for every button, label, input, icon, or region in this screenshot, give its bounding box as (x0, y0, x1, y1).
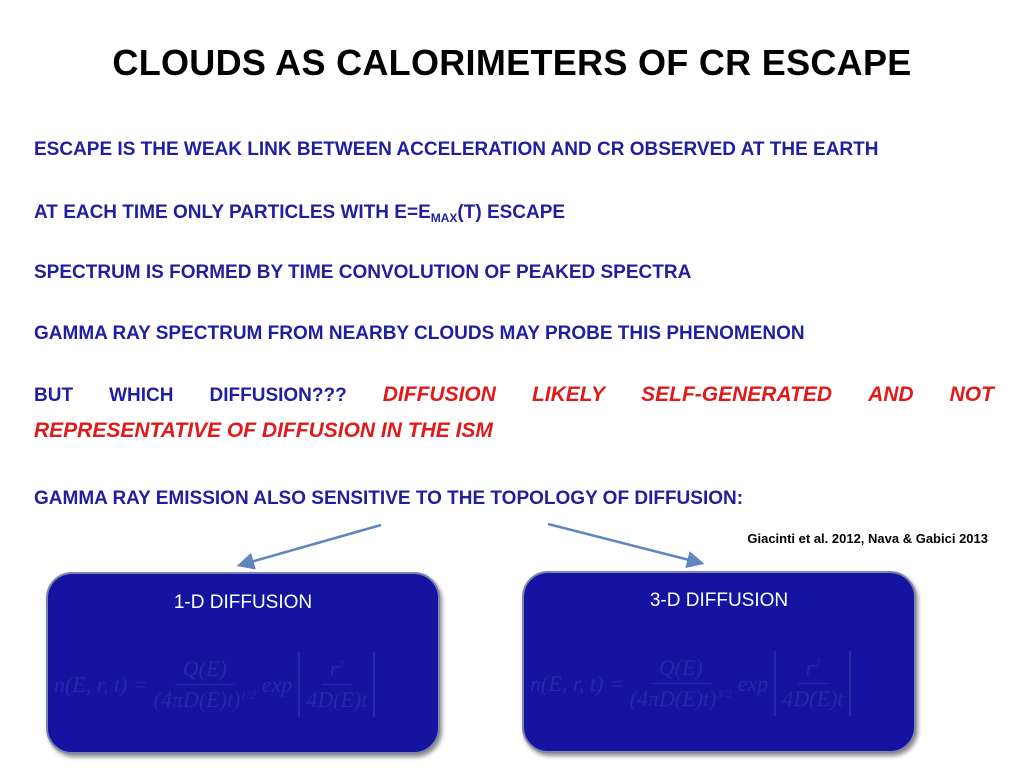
inner-numerator-power: 2 (814, 655, 821, 670)
formula-1d (54, 652, 375, 717)
bullet-emax-tail: (T) ESCAPE (457, 202, 566, 223)
bullet-escape-weak-link: ESCAPE IS THE WEAK LINK BETWEEN ACCELERATION AND CR OBSERVED AT THE EARTH (34, 139, 879, 160)
numerator: Q(E) (651, 655, 711, 684)
bracket (298, 652, 375, 717)
emax-subscript: MAX (430, 211, 458, 225)
fraction (630, 655, 732, 712)
word: BUT (34, 385, 74, 406)
exp-function: exp (737, 670, 769, 696)
slide-title: CLOUDS AS CALORIMETERS OF CR ESCAPE (112, 42, 912, 83)
bullet-gamma-ray-probe: GAMMA RAY SPECTRUM FROM NEARBY CLOUDS MAY PROBE THIS PHENOMENON (34, 323, 805, 344)
formula-lhs: n(E, r, t) = (530, 670, 624, 696)
exp-function: exp (261, 671, 293, 697)
box-label-1d: 1-D DIFFUSION (173, 592, 313, 613)
reference-citation: Giacinti et al. 2012, Nava & Gabici 2013 (747, 531, 988, 546)
one-d-diffusion-box (46, 572, 440, 754)
left-arrow (240, 525, 381, 565)
inner-numerator (798, 655, 829, 684)
box-label-3d: 3-D DIFFUSION (649, 590, 789, 611)
inner-numerator-base: r (329, 656, 339, 681)
denominator (154, 685, 256, 713)
denominator-base: (4πD(E)t) (153, 687, 241, 712)
three-d-diffusion-box (522, 571, 916, 753)
red-word: AND (868, 383, 914, 406)
bullet-topology-of-diffusion: GAMMA RAY EMISSION ALSO SENSITIVE TO THE TOPOLOGY OF DIFFUSION: (34, 488, 744, 509)
inner-denominator: 4D(E)t (782, 686, 844, 711)
bracket (774, 651, 851, 716)
red-word: NOT (949, 383, 994, 406)
fraction (154, 656, 256, 713)
word: WHICH (109, 385, 174, 406)
numerator: Q(E) (175, 656, 235, 685)
inner-fraction (306, 656, 367, 713)
exponent: 3/2 (716, 686, 732, 701)
red-word: SELF-GENERATED (641, 383, 833, 406)
inner-fraction (782, 655, 843, 712)
red-word: LIKELY (531, 383, 606, 406)
bullet-ism-continuation: REPRESENTATIVE OF DIFFUSION IN THE ISM (34, 419, 493, 442)
formula-3d (530, 651, 851, 716)
inner-denominator: 4D(E)t (306, 687, 368, 712)
bullet-spectrum-convolution: SPECTRUM IS FORMED BY TIME CONVOLUTION OF PEAKED SPECTRA (34, 262, 692, 283)
formula-lhs: n(E, r, t) = (54, 671, 148, 697)
bullet-emax-text: AT EACH TIME ONLY PARTICLES WITH E=E (34, 202, 431, 223)
exponent: 1/2 (240, 687, 256, 702)
right-arrow (548, 524, 701, 563)
inner-numerator-power: 2 (338, 656, 345, 671)
red-word: DIFFUSION (382, 383, 496, 406)
word: DIFFUSION??? (209, 385, 347, 406)
inner-numerator-base: r (805, 655, 815, 680)
denominator (630, 684, 732, 712)
inner-numerator (322, 656, 353, 685)
denominator-base: (4πD(E)t) (629, 686, 717, 711)
